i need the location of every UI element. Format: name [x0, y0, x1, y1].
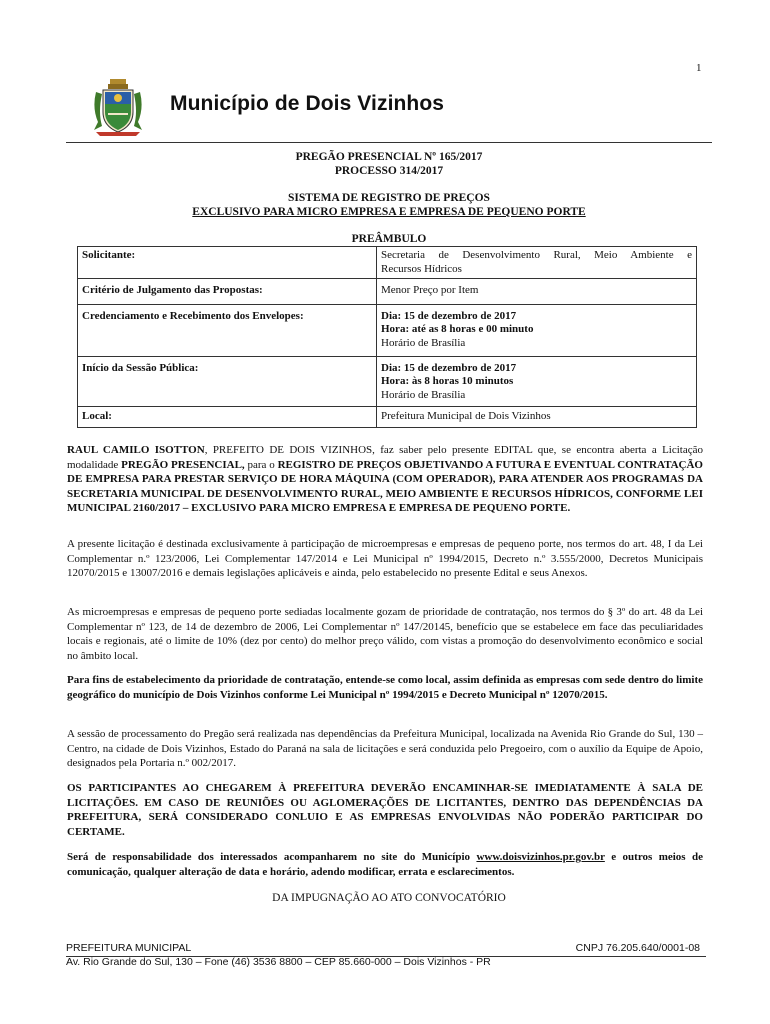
doc-line-4: EXCLUSIVO PARA MICRO EMPRESA E EMPRESA DE PEQUENO PORTE [192, 206, 586, 218]
municipality-title: Município de Dois Vizinhos [170, 92, 445, 115]
table-key: Local: [78, 406, 377, 428]
coat-of-arms-icon [88, 78, 148, 138]
table-row [78, 406, 697, 428]
table-row [78, 247, 697, 279]
paragraph-priority: As microempresas e empresas de pequeno porte sediadas localmente gozam de prioridade de contratação, nos termos do § 3º do art. 48 da Lei Complementar nº 123, de 14 de dezembro de 2006, Lei Complementar nº 147/20145, benefício que se estabelece em face das peculiaridades locais e regionais, até o limite de 10% (dez por cento) do melhor preço válido, com vistas a promoção do desenvolvimento econômico e social no âmbito local. [67, 606, 703, 662]
paragraph-eligibility: A presente licitação é destinada exclusivamente à participação de microempresas e empresas de pequeno porte, nos termos do art. 48, I da Lei Complementar n.º 123/2006, Lei Complementar 147/2014 e Lei Municipal nº 1994/2015, Decreto n.º 3.555/2000, Decretos Municipais 12070/2015 e 13007/2016 e demais legislações aplicáveis e ainda, pelo estabelecido no presente Edital e seus Anexos. [67, 538, 703, 580]
modality-text: PREGÃO PRESENCIAL, [121, 458, 245, 471]
table-value-line: Dia: 15 de dezembro de 2017 [381, 309, 517, 322]
table-value-line: Hora: até as 8 horas e 00 minuto [381, 323, 534, 335]
table-value: Prefeitura Municipal de Dois Vizinhos [377, 406, 697, 428]
opening-connector: para o [244, 458, 278, 471]
preamble-heading: PREÂMBULO [351, 233, 427, 245]
table-value-line: Horário de Brasília [381, 388, 466, 401]
object-text: REGISTRO DE PREÇOS OBJETIVANDO A FUTURA E EVENTUAL CONTRATAÇÃO DE EMPRESA PARA PRESTAR SERVIÇO DE HORA MÁQUINA (COM OPERADOR), PARA ATENDER AOS PROGRAMAS DA SECRETARIA MUNICIPAL DE DESENVOLVIMENTO RURAL, MEIO AMBIENTE E RECURSOS HÍDRICOS, CONFORME LEI MUNICIPAL 2160/2017 – EXCLUSIVO PARA MICRO EMPRESA E EMPRESA DE PEQUENO PORTE. [67, 458, 703, 515]
mayor-name: RAUL CAMILO ISOTTON [67, 444, 205, 456]
paragraph-opening [67, 443, 703, 516]
footer-line [66, 942, 706, 957]
page-number: 1 [696, 62, 702, 74]
doc-line-3: SISTEMA DE REGISTRO DE PREÇOS [288, 192, 490, 204]
section-title: DA IMPUGNAÇÃO AO ATO CONVOCATÓRIO [272, 892, 506, 904]
footer-cnpj: CNPJ 76.205.640/0001-08 [575, 942, 700, 954]
table-value [377, 304, 697, 356]
website-link[interactable]: www.doisvizinhos.pr.gov.br [476, 851, 605, 863]
table-key: Critério de Julgamento das Propostas: [78, 279, 377, 305]
footer-address: Av. Rio Grande do Sul, 130 – Fone (46) 3536 8800 – CEP 85.660-000 – Dois Vizinhos - PR [66, 956, 491, 968]
table-key: Credenciamento e Recebimento dos Envelopes: [78, 304, 377, 356]
doc-line-1: PREGÃO PRESENCIAL Nº 165/2017 [295, 151, 483, 163]
opening-text: , PREFEITO DE DOIS VIZINHOS, faz saber pelo presente EDITAL que, se encontra aberta a Licitação modalidade [67, 444, 703, 471]
table-value-line: Secretaria de Desenvolvimento Rural, Meio Ambiente e [381, 249, 692, 261]
responsibility-text-end: e outros meios de comunicação, qualquer alteração de data e horário, adendo modificar, errata e esclarecimentos. [67, 851, 703, 878]
table-row [78, 356, 697, 406]
letterhead [66, 78, 712, 143]
table-row [78, 304, 697, 356]
paragraph-local-definition: Para fins de estabelecimento da prioridade de contratação, entende-se como local, assim definida as empresas com sede dentro do limite geográfico do município de Dois Vizinhos conforme Lei Municipal nº 1994/2015 e Decreto Municipal nº 12070/2015. [67, 674, 703, 701]
table-value [377, 247, 697, 279]
paragraph-responsibility [67, 850, 703, 879]
paragraph-warning: OS PARTICIPANTES AO CHEGAREM À PREFEITURA DEVERÃO ENCAMINHAR-SE IMEDIATAMENTE À SALA DE LICITAÇÕES. EM CASO DE REUNIÕES OU AGLOMERAÇÕES DE LICITANTES, DENTRO DAS DEPENDÊNCIAS DA PREFEITURA, SERÁ CONSIDERADO CONLUIO E AS EMPRESAS ENVOLVIDAS NÃO PODERÃO PARTICIPAR DO CERTAME. [67, 782, 703, 838]
table-key: Início da Sessão Pública: [78, 356, 377, 406]
doc-line-2: PROCESSO 314/2017 [334, 165, 444, 177]
preamble-table [77, 246, 697, 428]
table-value-line: Dia: 15 de dezembro de 2017 [381, 361, 517, 374]
table-key: Solicitante: [78, 247, 377, 279]
paragraph-session: A sessão de processamento do Pregão será realizada nas dependências da Prefeitura Municipal, localizada na Avenida Rio Grande do Sul, 130 – Centro, na cidade de Dois Vizinhos, Estado do Paraná na sala de licitações e será conduzida pelo Pregoeiro, com o auxílio da Equipe de Apoio, designados pela Portaria n.º 002/2017. [67, 728, 703, 770]
table-value-line: Hora: às 8 horas 10 minutos [381, 375, 514, 387]
table-value: Menor Preço por Item [377, 279, 697, 305]
table-value-line: Recursos Hídricos [381, 262, 462, 275]
table-value [377, 356, 697, 406]
table-row [78, 279, 697, 305]
table-value-line: Horário de Brasília [381, 336, 466, 349]
footer-org: PREFEITURA MUNICIPAL [66, 942, 192, 954]
responsibility-text: Será de responsabilidade dos interessados acompanharem no site do Município [67, 851, 477, 863]
